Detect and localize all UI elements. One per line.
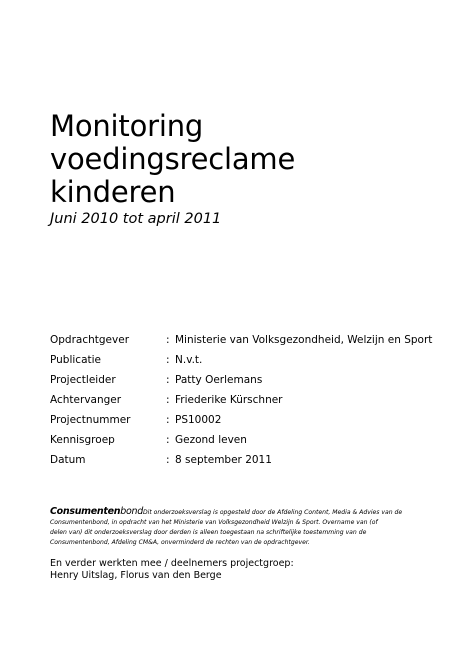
contributors-names: Henry Uitslag, Florus van den Berge — [50, 570, 222, 581]
meta-value: 8 september 2011 — [175, 454, 272, 466]
meta-separator: : — [166, 414, 170, 426]
metadata-table — [50, 330, 432, 470]
contributors — [50, 558, 294, 582]
meta-row-kennisgroep — [50, 430, 432, 450]
meta-label: Opdrachtgever — [50, 334, 130, 346]
meta-value: N.v.t. — [175, 354, 203, 366]
meta-value: Patty Oerlemans — [175, 374, 263, 386]
meta-row-projectleider — [50, 370, 432, 390]
meta-separator: : — [166, 454, 170, 466]
meta-value: Ministerie van Volksgezondheid, Welzijn en Sport — [175, 334, 433, 346]
meta-label: Kennisgroep — [50, 434, 115, 446]
contributors-heading: En verder werkten mee / deelnemers projectgroep: — [50, 558, 294, 569]
title-line-3: kinderen — [50, 175, 176, 209]
meta-label: Projectnummer — [50, 414, 131, 426]
title-block — [50, 110, 295, 228]
consumentenbond-logo — [50, 506, 143, 517]
disclaimer-line-3: delen van) dit onderzoeksverslag door derden is alleen toegestaan na schriftelijke toestemming van de — [50, 529, 367, 536]
meta-label: Projectleider — [50, 374, 116, 386]
meta-separator: : — [166, 394, 170, 406]
meta-row-opdrachtgever — [50, 330, 432, 350]
disclaimer-line-1 — [50, 507, 410, 518]
meta-separator: : — [166, 334, 170, 346]
disclaimer — [50, 507, 410, 548]
meta-label: Datum — [50, 454, 86, 466]
title-line-1: Monitoring — [50, 109, 204, 143]
meta-separator: : — [166, 434, 170, 446]
meta-label: Achtervanger — [50, 394, 122, 406]
meta-row-datum — [50, 450, 432, 470]
logo-text-light: bond — [120, 506, 143, 517]
meta-separator: : — [166, 354, 170, 366]
disclaimer-line-2: Consumentenbond, in opdracht van het Ministerie van Volksgezondheid Welzijn & Sport. Overname van (of — [50, 519, 378, 526]
title-line-2: voedingsreclame — [50, 142, 296, 176]
meta-row-achtervanger — [50, 390, 432, 410]
subtitle: Juni 2010 tot april 2011 — [50, 211, 222, 227]
meta-value: Gezond leven — [175, 434, 247, 446]
logo-text-bold: Consumenten — [50, 506, 121, 517]
meta-label: Publicatie — [50, 354, 102, 366]
meta-value: Friederike Kürschner — [175, 394, 283, 406]
meta-row-publicatie — [50, 350, 432, 370]
disclaimer-text: Dit onderzoeksverslag is opgesteld door de Afdeling Content, Media & Advies van de — [142, 509, 403, 516]
meta-separator: : — [166, 374, 170, 386]
meta-value: PS10002 — [175, 414, 222, 426]
meta-row-projectnummer — [50, 410, 432, 430]
disclaimer-line-4: Consumentenbond, Afdeling CM&A, onverminderd de rechten van de opdrachtgever. — [50, 539, 310, 546]
